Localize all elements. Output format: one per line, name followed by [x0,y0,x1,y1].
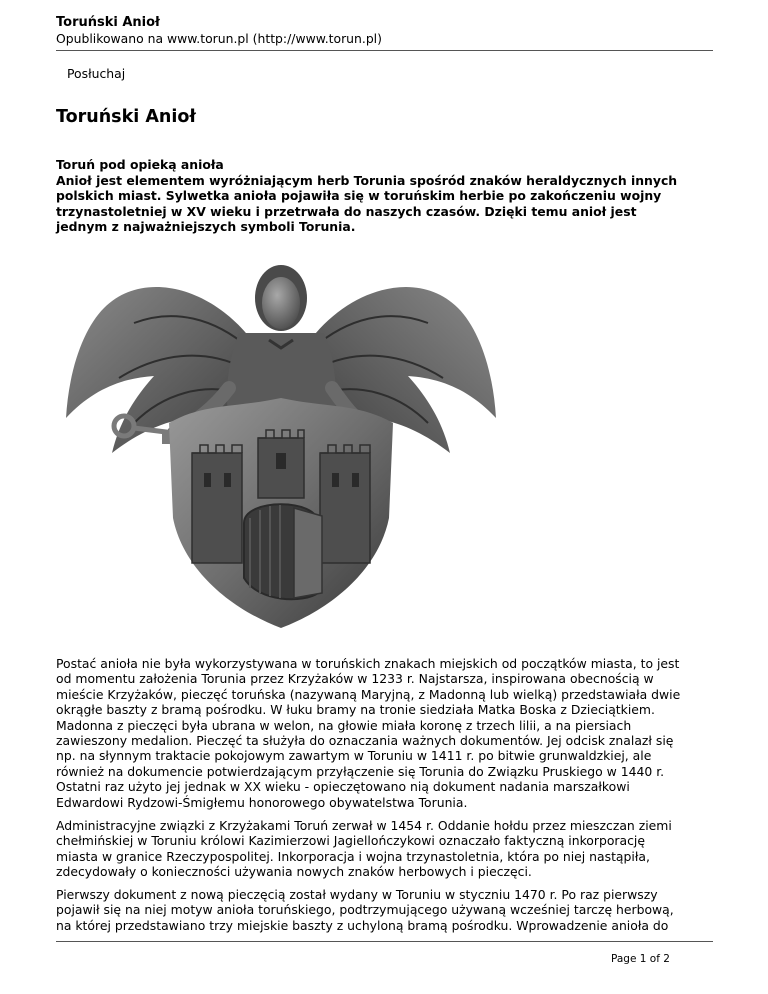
paragraph-line: mieście Krzyżaków, pieczęć toruńska (nazywaną Maryjną, z Madonną lub wielką) przedstawiała dwie [56,686,681,702]
lead-line: jednym z najważniejszych symboli Torunia. [56,219,356,234]
paragraph-line: pojawił się na niej motyw anioła toruńskiego, podtrzymującego używaną wcześniej tarczę herbową, [56,902,674,918]
paragraph-line: również na dokumencie potwierdzającym przyłączenie się Torunia do Związku Pruskiego w 1440 r. [56,763,665,779]
paragraph-line: Postać anioła nie była wykorzystywana w toruńskich znakach miejskich od początków miasta, to jest [56,656,680,671]
paragraph-line: Pierwszy dokument z nową pieczęcią został wydany w Toruniu w styczniu 1470 r. Po raz pierwszy [56,887,658,902]
paragraph-seal-history [56,656,716,810]
paragraph-line: zawieszony medalion. Pieczęć ta służyła do oznaczania ważnych dokumentów. Jej odcisk znalazł się [56,733,674,749]
paragraph-administrative-ties [56,818,716,880]
paragraph-first-document [56,887,716,933]
page-number: Page 1 of 2 [611,953,670,965]
lead-line: Anioł jest elementem wyróżniającym herb Torunia spośród znaków heraldycznych innych [56,172,678,188]
paragraph-line: miasta w granice Rzeczypospolitej. Inkorporacja i wojna trzynastoletnia, która po niej nastąpiła, [56,848,650,864]
footer-divider [56,941,713,942]
paragraph-line: od momentu założenia Torunia przez Krzyżaków w 1233 r. Najstarsza, inspirowana obecnością w [56,671,654,687]
lead-line: trzynastoletniej w XV wieku i przetrwała do naszych czasów. Dzięki temu anioł jest [56,203,637,219]
angel-coat-of-arms-image [64,248,498,633]
published-source: Opublikowano na www.torun.pl (http://www.torun.pl) [56,31,382,46]
page-title: Toruński Anioł [56,107,196,127]
header-divider [56,50,713,51]
angel-face [262,277,300,329]
lead-line: Toruń pod opieką anioła [56,157,224,172]
paragraph-line: Madonna z pieczęci była ubrana w welon, na głowie miała koronę z trzech lilii, a na piersiach [56,717,632,733]
paragraph-line: np. na słynnym traktacie pokojowym zawartym w Toruniu w 1411 r. po bitwie grunwaldzkiej, ale [56,748,652,764]
lead-paragraph [56,157,716,235]
listen-link[interactable]: Posłuchaj [67,66,126,81]
paragraph-line: na której przedstawiano trzy miejskie baszty z uchyloną bramą pośrodku. Wprowadzenie anioła do [56,917,669,933]
paragraph-line: okrągłe baszty z bramą pośrodku. W łuku bramy na tronie siedziała Matka Boska z Dzieciątkiem. [56,702,655,718]
paragraph-line: Ostatni raz użyto jej jednak w XX wieku - opieczętowano nią dokument nadania marszałkowi [56,779,630,795]
paragraph-line: zdecydowały o konieczności używania nowych znaków herbowych i pieczęci. [56,864,532,880]
paragraph-line: Administracyjne związki z Krzyżakami Toruń zerwał w 1454 r. Oddanie hołdu przez mieszczan ziemi [56,818,672,833]
lead-line: polskich miast. Sylwetka anioła pojawiła się w toruńskim herbie po zakończeniu wojny [56,188,662,203]
document-header [56,14,713,47]
site-title: Toruński Anioł [56,15,160,30]
paragraph-line: Edwardowi Rydzowi-Śmigłemu honorowego obywatelstwa Torunia. [56,794,468,810]
paragraph-line: chełmińskiej w Toruniu królowi Kazimierzowi Jagiellończykowi oznaczało faktyczną inkorporację [56,833,645,849]
